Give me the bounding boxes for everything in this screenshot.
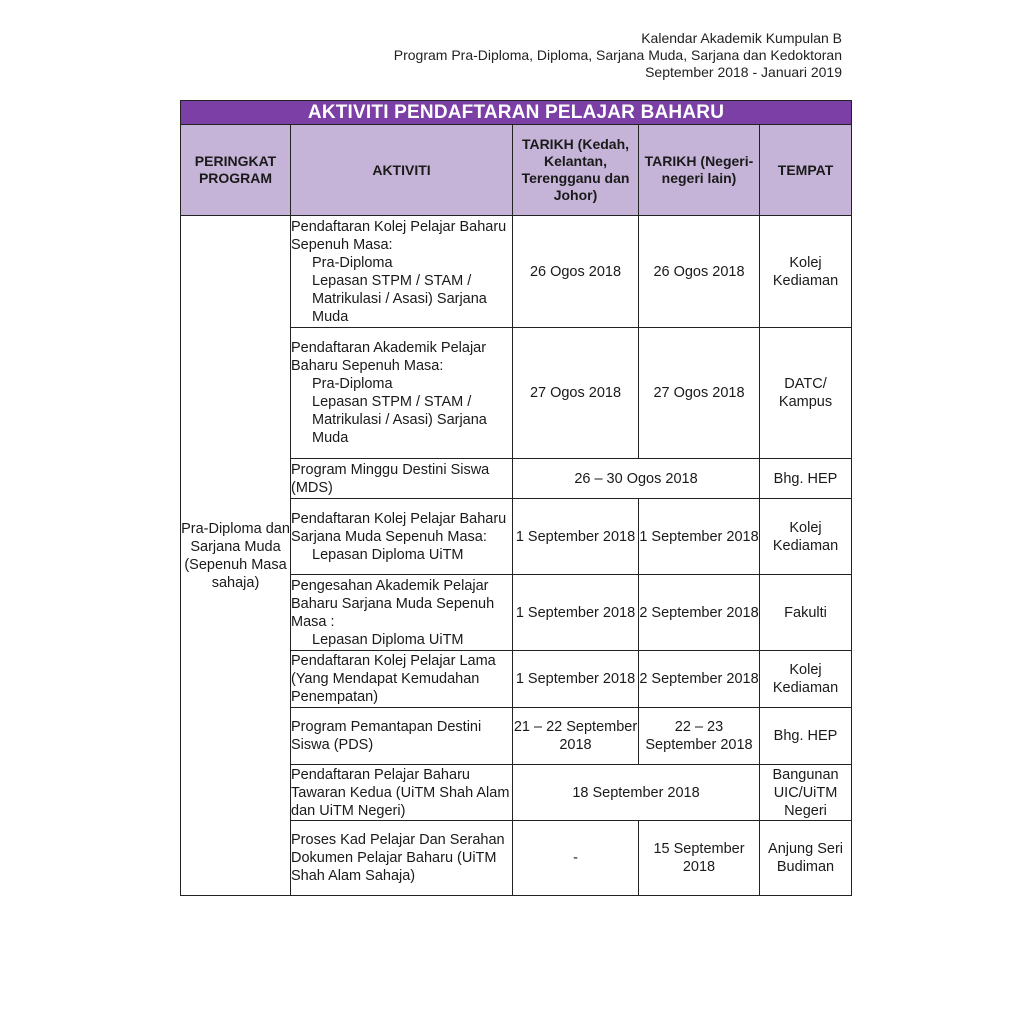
date-cell-1: 1 September 2018 xyxy=(513,651,639,708)
activity-cell xyxy=(291,459,513,499)
date-cell-1: 26 Ogos 2018 xyxy=(513,216,639,328)
activity-text: Pengesahan Akademik Pelajar Baharu Sarjana Muda Sepenuh Masa : xyxy=(291,577,495,630)
bullet-item xyxy=(291,631,512,649)
col-header-aktiviti: AKTIVITI xyxy=(291,125,513,216)
date-cell-2: 22 – 23 September 2018 xyxy=(639,708,760,765)
date-cell-2: 15 September 2018 xyxy=(639,821,760,896)
bullet-item xyxy=(291,254,512,272)
place-cell: Kolej Kediaman xyxy=(760,651,852,708)
date-cell-1: 27 Ogos 2018 xyxy=(513,328,639,459)
activity-text: Pendaftaran Kolej Pelajar Baharu Sarjana Muda Sepenuh Masa: xyxy=(291,510,507,545)
bullet-text: Lepasan STPM / STAM / Matrikulasi / Asasi) Sarjana Muda xyxy=(312,394,487,446)
activity-text: Pendaftaran Pelajar Baharu Tawaran Kedua (UiTM Shah Alam dan UiTM Negeri) xyxy=(291,766,510,819)
activity-cell xyxy=(291,499,513,575)
bullet-item xyxy=(291,272,512,326)
activity-text: Program Minggu Destini Siswa (MDS) xyxy=(291,461,490,496)
program-level-cell: Pra-Diploma dan Sarjana Muda (Sepenuh Masa sahaja) xyxy=(181,216,291,896)
table-title: AKTIVITI PENDAFTARAN PELAJAR BAHARU xyxy=(181,101,852,125)
col-header-tempat: TEMPAT xyxy=(760,125,852,216)
date-cell-1: 21 – 22 September 2018 xyxy=(513,708,639,765)
table-header-row xyxy=(181,125,852,216)
place-cell: Fakulti xyxy=(760,575,852,651)
header-line-2: Program Pra-Diploma, Diploma, Sarjana Muda, Sarjana dan Kedoktoran xyxy=(393,47,842,63)
activity-cell xyxy=(291,575,513,651)
place-cell: Bangunan UIC/UiTM Negeri xyxy=(760,765,852,821)
bullet-text: Lepasan Diploma UiTM xyxy=(312,546,464,563)
col-header-tarikh-1: TARIKH (Kedah, Kelantan, Terengganu dan Johor) xyxy=(513,125,639,216)
bullet-item xyxy=(291,393,512,447)
bullet-text: Lepasan STPM / STAM / Matrikulasi / Asasi) Sarjana Muda xyxy=(312,272,487,325)
activity-text: Proses Kad Pelajar Dan Serahan Dokumen Pelajar Baharu (UiTM Shah Alam Sahaja) xyxy=(291,832,505,884)
date-cell-1: 1 September 2018 xyxy=(513,499,639,575)
activity-cell xyxy=(291,821,513,896)
document-header xyxy=(394,30,842,81)
table-row xyxy=(181,216,852,328)
bullet-item xyxy=(291,375,512,393)
activity-cell xyxy=(291,708,513,765)
date-cell-2: 1 September 2018 xyxy=(639,499,760,575)
date-cell-1: - xyxy=(513,821,639,896)
header-line-3: September 2018 - Januari 2019 xyxy=(645,64,842,80)
col-header-peringkat: PERINGKAT PROGRAM xyxy=(181,125,291,216)
date-cell-merged: 18 September 2018 xyxy=(513,765,760,821)
date-cell-2: 27 Ogos 2018 xyxy=(639,328,760,459)
date-cell-2: 26 Ogos 2018 xyxy=(639,216,760,328)
place-cell: Kolej Kediaman xyxy=(760,499,852,575)
activity-cell xyxy=(291,328,513,459)
date-cell-1: 1 September 2018 xyxy=(513,575,639,651)
bullet-text: Pra-Diploma xyxy=(312,376,393,392)
activity-text: Pendaftaran Kolej Pelajar Baharu Sepenuh Masa: xyxy=(291,218,507,253)
activity-text: Pendaftaran Kolej Pelajar Lama (Yang Mendapat Kemudahan Penempatan) xyxy=(291,653,496,705)
place-cell: Kolej Kediaman xyxy=(760,216,852,328)
bullet-text: Pra-Diploma xyxy=(312,254,393,271)
registration-schedule-table xyxy=(180,100,852,896)
date-cell-merged: 26 – 30 Ogos 2018 xyxy=(513,459,760,499)
place-cell: Bhg. HEP xyxy=(760,708,852,765)
bullet-text: Lepasan Diploma UiTM xyxy=(312,631,464,648)
activity-text: Program Pemantapan Destini Siswa (PDS) xyxy=(291,719,482,753)
activity-cell xyxy=(291,216,513,328)
date-cell-2: 2 September 2018 xyxy=(639,651,760,708)
header-line-1: Kalendar Akademik Kumpulan B xyxy=(641,30,842,46)
activity-cell xyxy=(291,651,513,708)
col-header-tarikh-2: TARIKH (Negeri-negeri lain) xyxy=(639,125,760,216)
activity-text: Pendaftaran Akademik Pelajar Baharu Sepenuh Masa: xyxy=(291,340,487,374)
activity-cell xyxy=(291,765,513,821)
place-cell: Bhg. HEP xyxy=(760,459,852,499)
bullet-item xyxy=(291,546,512,564)
place-cell: DATC/ Kampus xyxy=(760,328,852,459)
table-title-row xyxy=(181,101,852,125)
place-cell: Anjung Seri Budiman xyxy=(760,821,852,896)
date-cell-2: 2 September 2018 xyxy=(639,575,760,651)
